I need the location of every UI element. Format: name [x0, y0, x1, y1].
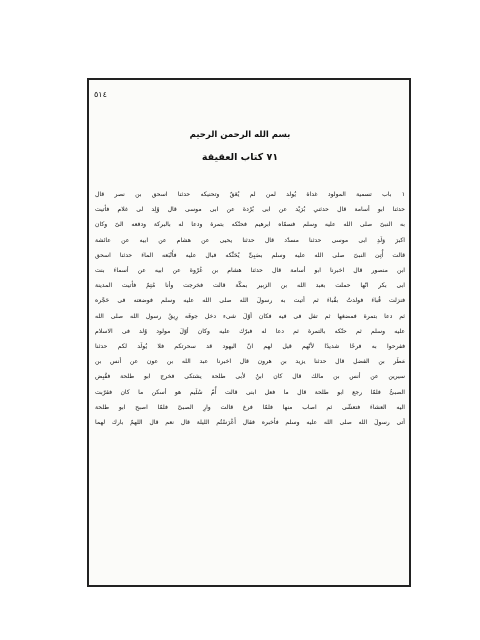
basmala-heading: بسم الله الرحمن الرحيم — [189, 130, 291, 140]
text-line: الصبىُّ فلمّا رجع ابو طلحة قال ما فعل ابنى قالت أُمّ سُلَيم هو أسكن ما كان فقرّبت — [95, 388, 405, 396]
text-line: أتى رسولَ الله صلى الله عليه وسلم فأخبره فقال أَعْرَسْتُم الليلة قال نعم قال اللهمّ بارك لهما — [95, 419, 405, 427]
text-line: ابى بكر انّها حملت بعبد الله بن الزبير بمكّة قالت فخرجت وأنا مُتِمّ فأتيت المدينة — [95, 282, 405, 290]
chapter-title: ٧١ كتاب العقيقة — [201, 152, 279, 163]
text-line: سيرين عن أنس بن مالك قال كان ابنٌ لأبى طلحة يشتكى فخرج ابو طلحة فقُبِض — [95, 373, 405, 381]
text-line: مَطَر بن الفضل قال حدثنا يزيد بن هرون قال اخبرنا عبد الله بن عون عن أنس بن — [95, 358, 405, 366]
text-line: اكبرَ وَلَدِ ابى موسى حدثنا مسدّد قال حدثنا يحيى عن هشام عن ابيه عن عائشة — [95, 236, 405, 244]
text-line: عليه وسلم ثم حنّكه بالتمرة ثم دعا له فبرّك عليه وكان أوّلَ مولود وُلد فى الاسلام — [95, 327, 405, 335]
text-line: حدثنا ابو أسامة قال حدثني بُرَيْد عن ابى بُرْدة عن ابى موسى قال وُلِد لى غلام فأتيت — [95, 206, 405, 214]
page-number: ٥١٤ — [94, 90, 107, 99]
text-line: ١ باب تسمية المولود غداة يُولد لمن لم يُعَقّ وتحنيكه حدثنا اسحق بن نصر قال — [95, 191, 405, 198]
text-line: فنزلت قُباءَ فولدتُ بقُباءَ ثم أتيت به رسولَ الله صلى الله عليه وسلم فوضعته فى حَجْره — [95, 297, 405, 305]
text-line: ثم دعا بتمرة فمضغها ثم تفل فى فيه فكان أوّلَ شىء دخل جوفَه رِيقُ رسول الله صلى الله — [95, 312, 405, 320]
text-line: اليه العشاءَ فتعشّى ثم اصاب منها فلمّا فرغ قالت وارِ الصبىَّ فلمّا اصبح ابو طلحة — [95, 403, 405, 411]
text-line: قالت أُتِىَ النبىّ صلى الله عليه وسلم بصَبِىٍّ يُحَنِّكه فبال عليه فأَتْبَعه الماءَ حدثنا اسحق — [95, 251, 405, 259]
text-line: ابن منصور قال اخبرنا ابو أسامة قال حدثنا هشام بن عُرْوة عن ابيه عن أسماءَ بنت — [95, 267, 405, 275]
text-line: ففرحوا به فرحًا شديدًا لأنّهم قيل لهم انّ اليهود قد سحرتكم فلا يُولَد لكم حدثنا — [95, 343, 405, 351]
text-line: به النبىّ صلى الله عليه وسلم فسمّاه ابرهيم فحنّكه بتمرة ودعا له بالبركة ودفعه الىّ وكان — [95, 221, 405, 229]
body-text — [95, 187, 405, 430]
